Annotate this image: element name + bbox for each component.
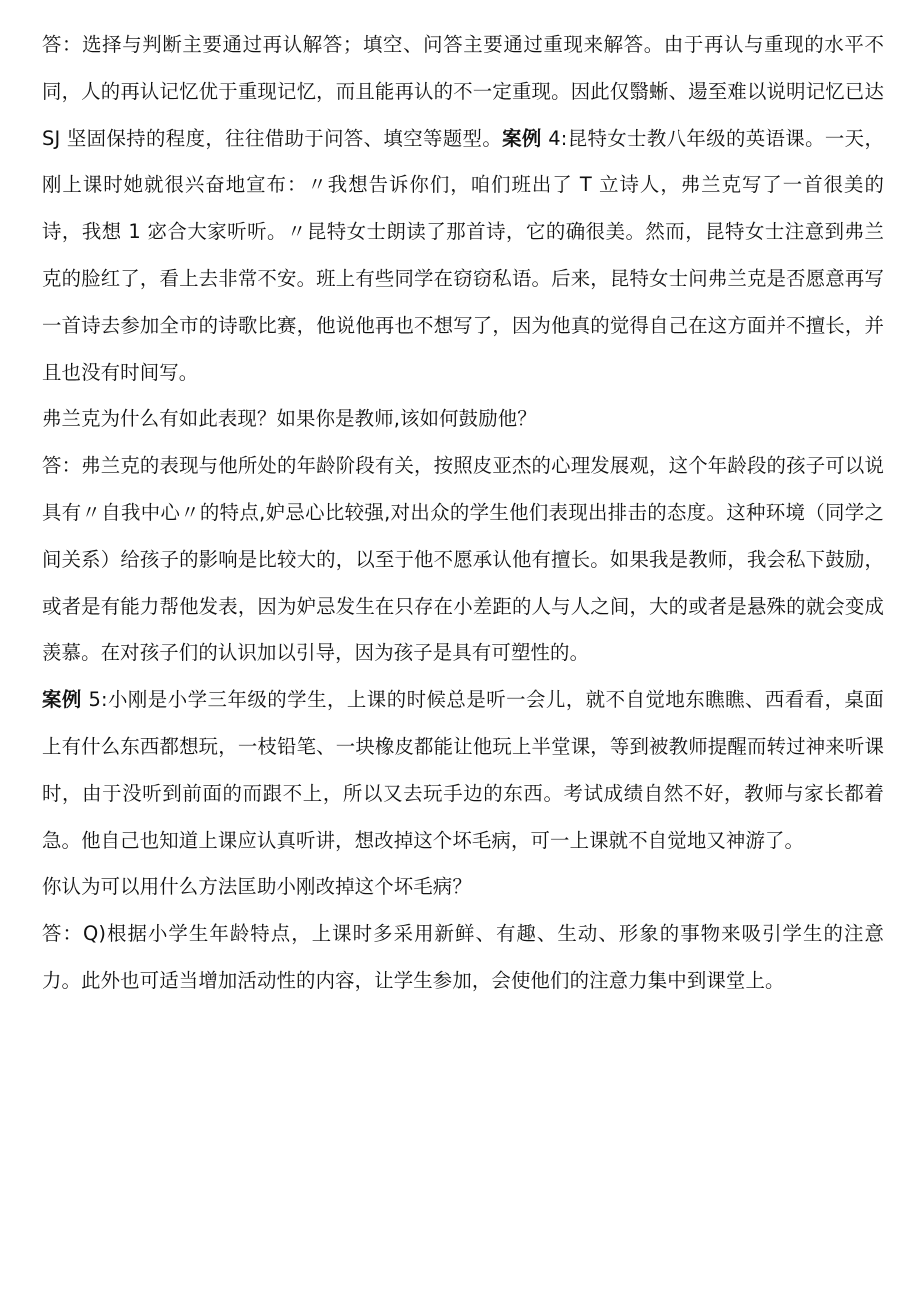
case-5-label: 案例	[42, 688, 82, 712]
answer-1-text: 答：选择与判断主要通过再认解答；填空、问答主要通过重现来解答。由于再认与重现的水平不同，人的再认记忆优于重现记忆，而且能再认的不一定重现。因此仅翳蜥、逿至难以说明记忆已达 SJ 坚固保持的程度，往往借助于问答、填空等题型。	[42, 33, 884, 150]
case-4-label: 案例	[502, 126, 542, 150]
paragraph-question-5	[42, 864, 884, 911]
paragraph-question-4	[42, 396, 884, 443]
paragraph-answer-1	[42, 22, 884, 396]
document-page	[42, 22, 884, 1005]
paragraph-case-5	[42, 677, 884, 864]
case-5-text: 5:小刚是小学三年级的学生，上课的时候总是听一会儿，就不自觉地东瞧瞧、西看看，桌面上有什么东西都想玩，一枝铅笔、一块橡皮都能让他玩上半堂课，等到被教师提醒而转过神来听课时，由于没听到前面的而跟不上，所以又去玩手边的东西。考试成绩自然不好，教师与家长都着急。他自己也知道上课应认真听讲，想改掉这个坏毛病，可一上课就不自觉地又神游了。	[42, 688, 884, 852]
question-4-text: 弗兰克为什么有如此表现？如果你是教师,该如何鼓励他？	[42, 407, 537, 431]
answer-4-text: 答：弗兰克的表现与他所处的年龄阶段有关，按照皮亚杰的心理发展观，这个年龄段的孩子可以说具有〃自我中心〃的特点,妒忌心比较强,对出众的学生他们表现出排击的态度。这种环境（同学之间关系）给孩子的影响是比较大的，以至于他不愿承认他有擅长。如果我是教师，我会私下鼓励，或者是有能力帮他发表，因为妒忌发生在只存在小差距的人与人之间，大的或者是悬殊的就会变成羡慕。在对孩子们的认识加以引导，因为孩子是具有可塑性的。	[42, 454, 884, 665]
case-4-text: 4:昆特女士教八年级的英语课。一天，刚上课时她就很兴奋地宣布：〃我想告诉你们，咱们班出了 T 立诗人，弗兰克写了一首很美的诗，我想 1 宓合大家听听。〃昆特女士朗读了那首诗，它的确很美。然而，昆特女士注意到弗兰克的脸红了，看上去非常不安。班上有些同学在窃窃私语。后来，昆特女士问弗兰克是否愿意再写一首诗去参加全市的诗歌比赛，他说他再也不想写了，因为他真的觉得自己在这方面并不擅长，并且也没有时间写。	[42, 126, 884, 384]
paragraph-answer-5	[42, 911, 884, 1005]
question-5-text: 你认为可以用什么方法匡助小刚改掉这个坏毛病？	[42, 875, 472, 899]
paragraph-answer-4	[42, 443, 884, 677]
answer-5-text: 答：Q)根据小学生年龄特点，上课时多采用新鲜、有趣、生动、形象的事物来吸引学生的注意力。此外也可适当增加活动性的内容，让学生参加，会使他们的注意力集中到课堂上。	[42, 922, 884, 992]
